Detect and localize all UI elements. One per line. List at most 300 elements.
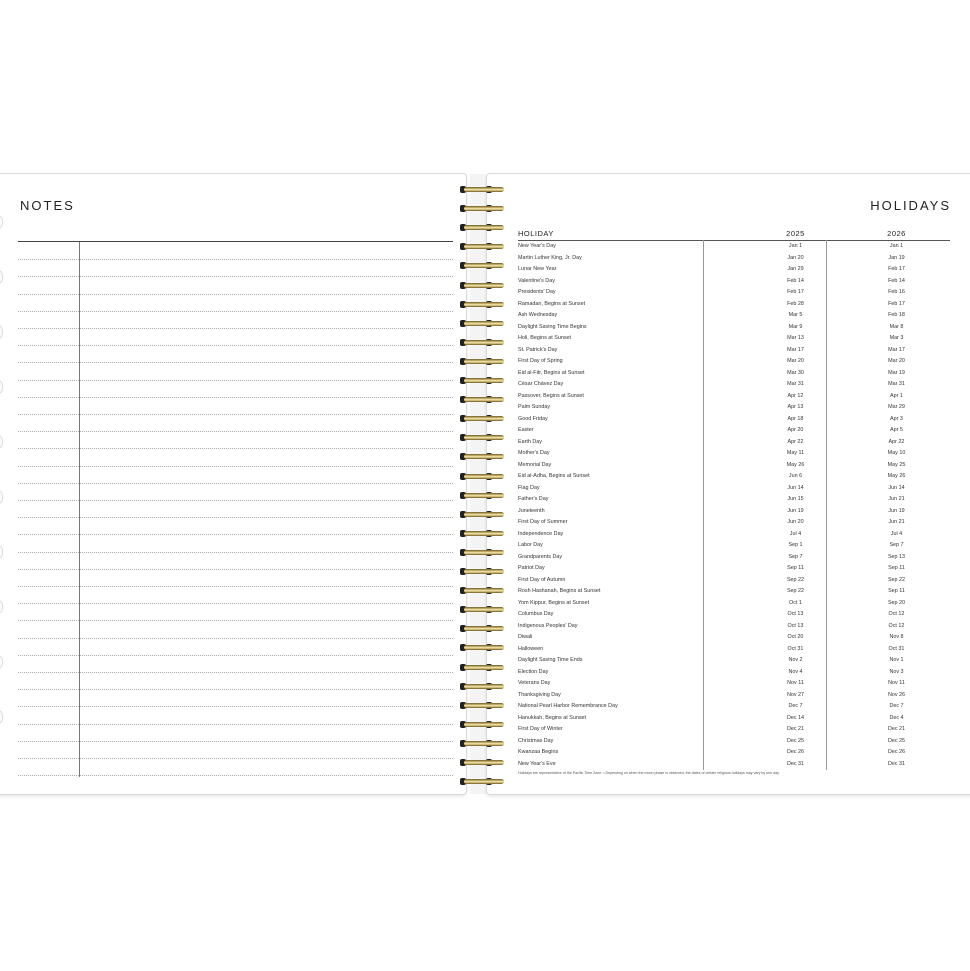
tab-notch — [0, 544, 3, 560]
tab-notch — [0, 599, 3, 615]
holiday-row — [518, 690, 950, 702]
gold-wire — [464, 684, 504, 689]
notes-grid — [18, 241, 453, 777]
spiral-ring — [462, 338, 508, 347]
holiday-name: Holi, Begins at Sunset — [518, 335, 572, 341]
holidays-table — [518, 228, 950, 770]
holiday-row — [518, 598, 950, 610]
holiday-date-2025: Nov 4 — [788, 668, 803, 675]
spiral-ring — [462, 510, 508, 519]
gold-wire — [464, 454, 504, 459]
holiday-name: Palm Sunday — [518, 404, 551, 410]
spiral-ring — [462, 720, 508, 729]
notes-line[interactable] — [18, 689, 453, 690]
holiday-date-2026: Mar 17 — [888, 346, 905, 353]
holiday-row — [518, 437, 950, 449]
holiday-date-2026: Feb 18 — [888, 312, 905, 318]
holiday-name: Columbus Day — [518, 611, 554, 617]
holiday-row — [518, 506, 950, 518]
holiday-date-2026: May 26 — [887, 473, 906, 479]
spiral-ring — [462, 261, 508, 270]
holiday-name: Thanksgiving Day — [518, 691, 561, 698]
header-year-2026: 2026 — [887, 229, 906, 238]
holiday-date-2026: Sep 7 — [889, 542, 904, 548]
holiday-date-2025: Jul 4 — [789, 530, 802, 537]
gold-wire — [464, 474, 504, 479]
tab-notch — [0, 269, 3, 285]
holiday-name: Yom Kippur, Begins at Sunset — [518, 599, 590, 606]
gold-wire — [464, 512, 504, 517]
notes-line[interactable] — [18, 620, 453, 621]
holiday-date-2026: Sep 20 — [887, 599, 906, 606]
holiday-date-2025: Mar 9 — [788, 323, 803, 330]
holiday-date-2026: May 10 — [887, 450, 906, 456]
holiday-date-2026: Jun 21 — [888, 496, 905, 502]
spiral-ring — [462, 643, 508, 652]
holiday-date-2025: Apr 12 — [787, 392, 804, 399]
holiday-date-2025: Feb 14 — [787, 277, 804, 284]
gold-wire — [464, 435, 504, 440]
holiday-name: Diwali — [518, 634, 533, 640]
gold-wire — [464, 779, 504, 784]
holidays-title: HOLIDAYS — [870, 198, 951, 213]
header-holiday: HOLIDAY — [518, 229, 554, 238]
holiday-row — [518, 333, 950, 345]
holidays-page — [487, 174, 970, 794]
gold-wire — [464, 722, 504, 727]
holiday-name: Mother's Day — [518, 450, 550, 456]
holiday-row — [518, 667, 950, 679]
notes-margin-line — [79, 242, 80, 777]
spiral-ring — [462, 491, 508, 500]
notes-line[interactable] — [18, 294, 453, 295]
holiday-date-2025: Sep 11 — [787, 565, 804, 571]
spiral-ring — [462, 777, 508, 786]
holiday-name: Rosh Hashanah, Begins at Sunset — [518, 588, 601, 594]
holiday-date-2026: Nov 8 — [889, 634, 904, 640]
gold-wire — [464, 244, 504, 249]
gold-wire — [464, 607, 504, 612]
holiday-date-2026: Sep 22 — [887, 576, 906, 583]
gold-wire — [464, 321, 504, 326]
notes-line[interactable] — [18, 276, 453, 277]
spiral-ring — [462, 624, 508, 633]
notes-line[interactable] — [18, 741, 453, 742]
holiday-row — [518, 356, 950, 368]
holiday-row — [518, 759, 950, 771]
spiral-ring — [462, 452, 508, 461]
holiday-name: Memorial Day — [518, 461, 552, 468]
holiday-date-2026: Sep 11 — [888, 588, 905, 594]
holiday-name: Earth Day — [518, 438, 542, 445]
holidays-rows — [518, 241, 950, 770]
holiday-name: Eid al-Fitr, Begins at Sunset — [518, 369, 585, 376]
holiday-name: Christmas Day — [518, 737, 554, 744]
holiday-row — [518, 621, 950, 633]
holiday-date-2026: Jul 4 — [890, 530, 903, 537]
holiday-date-2026: Jun 14 — [888, 484, 905, 491]
holiday-row — [518, 299, 950, 311]
notes-page — [0, 174, 466, 794]
holidays-table-header — [518, 228, 950, 241]
holiday-date-2026: Mar 29 — [888, 404, 905, 410]
holiday-date-2025: Mar 30 — [787, 369, 804, 376]
holiday-row — [518, 414, 950, 426]
holiday-row — [518, 609, 950, 621]
holiday-row — [518, 540, 950, 552]
spiral-ring — [462, 758, 508, 767]
holiday-name: Lunar New Year — [518, 266, 557, 272]
holiday-date-2026: Feb 16 — [888, 289, 905, 295]
holiday-name: Independence Day — [518, 530, 564, 537]
holiday-date-2026: Nov 1 — [889, 657, 904, 663]
holiday-row — [518, 345, 950, 357]
spiral-ring — [462, 242, 508, 251]
holiday-date-2026: Mar 3 — [889, 335, 904, 341]
gold-wire — [464, 626, 504, 631]
holiday-date-2026: May 25 — [887, 461, 906, 468]
gold-wire — [464, 283, 504, 288]
holiday-date-2026: Dec 31 — [887, 760, 906, 767]
holiday-name: Ash Wednesday — [518, 312, 558, 318]
holiday-row — [518, 276, 950, 288]
holiday-date-2026: Dec 26 — [887, 749, 906, 755]
holiday-date-2025: Dec 7 — [788, 703, 803, 709]
gold-wire — [464, 378, 504, 383]
holiday-row — [518, 368, 950, 380]
holiday-name: Daylight Saving Time Begins — [518, 323, 587, 330]
holiday-date-2025: Oct 13 — [787, 611, 804, 617]
holiday-date-2025: Nov 2 — [788, 657, 803, 663]
holiday-row — [518, 655, 950, 667]
holiday-date-2025: Mar 31 — [787, 381, 804, 387]
holiday-date-2026: Feb 17 — [888, 266, 905, 272]
spiral-ring — [462, 548, 508, 557]
holiday-row — [518, 724, 950, 736]
spiral-ring — [462, 300, 508, 309]
notes-line[interactable] — [18, 517, 453, 518]
spiral-ring — [462, 395, 508, 404]
notes-line[interactable] — [18, 448, 453, 449]
holiday-name: Presidents' Day — [518, 289, 556, 295]
holiday-date-2025: Jun 6 — [788, 473, 803, 479]
tab-notch — [0, 214, 3, 230]
tab-notch — [0, 324, 3, 340]
notes-line[interactable] — [18, 500, 453, 501]
notes-line[interactable] — [18, 362, 453, 363]
holiday-name: Daylight Saving Time Ends — [518, 657, 583, 663]
notes-line[interactable] — [18, 345, 453, 346]
holiday-date-2025: Sep 1 — [788, 542, 803, 548]
holiday-row — [518, 552, 950, 564]
gold-wire — [464, 302, 504, 307]
holiday-date-2025: Apr 22 — [787, 438, 804, 445]
holiday-name: Easter — [518, 427, 534, 433]
gold-wire — [464, 569, 504, 574]
gold-wire — [464, 741, 504, 746]
notes-line[interactable] — [18, 638, 453, 639]
notes-line[interactable] — [18, 724, 453, 725]
holiday-date-2025: Nov 27 — [786, 691, 805, 698]
holiday-row — [518, 460, 950, 472]
spiral-ring — [462, 281, 508, 290]
holiday-date-2026: Apr 5 — [890, 427, 903, 433]
holiday-date-2025: Jan 29 — [787, 266, 804, 272]
notes-line[interactable] — [18, 706, 453, 707]
holiday-row — [518, 287, 950, 299]
holiday-name: Halloween — [518, 645, 544, 652]
holiday-row — [518, 402, 950, 414]
holiday-date-2026: Jan 1 — [889, 243, 904, 249]
holiday-date-2025: Oct 13 — [787, 622, 804, 629]
holiday-name: Good Friday — [518, 415, 548, 422]
holiday-row — [518, 632, 950, 644]
gold-wire — [464, 416, 504, 421]
spiral-ring — [462, 414, 508, 423]
spiral-ring — [462, 433, 508, 442]
holiday-date-2025: Jan 1 — [788, 243, 803, 249]
holiday-name: Hanukkah, Begins at Sunset — [518, 714, 587, 721]
holiday-row — [518, 529, 950, 541]
spiral-ring — [462, 185, 508, 194]
notes-line[interactable] — [18, 328, 453, 329]
holiday-row — [518, 379, 950, 391]
notes-line[interactable] — [18, 380, 453, 381]
holiday-date-2026: Oct 12 — [888, 611, 905, 617]
spiral-ring — [462, 567, 508, 576]
holiday-row — [518, 253, 950, 265]
notes-line[interactable] — [18, 552, 453, 553]
holiday-date-2025: Jan 20 — [787, 254, 804, 261]
notes-line[interactable] — [18, 655, 453, 656]
holiday-date-2025: Dec 14 — [786, 714, 805, 721]
holiday-date-2025: Feb 28 — [787, 300, 804, 307]
spiral-ring — [462, 663, 508, 672]
holiday-date-2025: May 26 — [786, 461, 805, 468]
holiday-date-2025: Sep 7 — [788, 553, 803, 560]
holiday-date-2026: Mar 20 — [888, 358, 905, 364]
holiday-date-2026: Nov 3 — [889, 668, 904, 675]
holiday-date-2025: Dec 31 — [786, 760, 805, 767]
holiday-date-2026: Mar 8 — [889, 323, 904, 330]
holiday-date-2026: Sep 13 — [887, 553, 906, 560]
notes-line[interactable] — [18, 466, 453, 467]
holiday-date-2026: Dec 25 — [887, 737, 906, 744]
notes-line[interactable] — [18, 586, 453, 587]
holiday-date-2025: Feb 17 — [787, 289, 804, 295]
gold-wire — [464, 665, 504, 670]
holiday-row — [518, 264, 950, 276]
holiday-date-2026: Dec 7 — [889, 703, 904, 709]
holiday-date-2026: Feb 17 — [888, 300, 905, 307]
notes-line[interactable] — [18, 311, 453, 312]
holiday-row — [518, 391, 950, 403]
notes-line[interactable] — [18, 431, 453, 432]
holiday-row — [518, 747, 950, 759]
holiday-name: New Year's Eve — [518, 760, 556, 767]
holiday-row — [518, 425, 950, 437]
holiday-date-2026: Oct 31 — [888, 645, 905, 652]
holiday-row — [518, 575, 950, 587]
gold-wire — [464, 397, 504, 402]
holiday-date-2025: Oct 1 — [789, 599, 802, 606]
notes-line[interactable] — [18, 259, 453, 260]
holiday-name: First Day of Winter — [518, 726, 563, 732]
tab-notch — [0, 654, 3, 670]
holiday-row — [518, 448, 950, 460]
holiday-name: Labor Day — [518, 542, 543, 548]
holiday-date-2025: Apr 18 — [787, 415, 804, 422]
holiday-date-2026: Dec 21 — [887, 726, 906, 732]
holiday-date-2025: Jun 14 — [787, 484, 804, 491]
spiral-ring — [462, 204, 508, 213]
spiral-ring — [462, 472, 508, 481]
holiday-row — [518, 586, 950, 598]
holiday-date-2026: Feb 14 — [888, 277, 905, 284]
notes-line[interactable] — [18, 569, 453, 570]
gold-wire — [464, 760, 504, 765]
gold-wire — [464, 359, 504, 364]
holiday-name: Indigenous Peoples' Day — [518, 622, 578, 629]
holiday-date-2025: Nov 11 — [787, 680, 804, 686]
holiday-date-2026: Oct 12 — [888, 622, 905, 629]
notes-line[interactable] — [18, 414, 453, 415]
holiday-row — [518, 310, 950, 322]
holiday-name: First Day of Summer — [518, 519, 568, 525]
holiday-row — [518, 713, 950, 725]
holiday-date-2025: Sep 22 — [786, 588, 805, 594]
holiday-date-2025: Jun 19 — [787, 507, 804, 514]
holiday-date-2025: Apr 20 — [787, 427, 804, 433]
holiday-name: Grandparents Day — [518, 553, 563, 560]
spiral-ring — [462, 357, 508, 366]
notes-line[interactable] — [18, 397, 453, 398]
spiral-binding — [462, 185, 508, 785]
holiday-date-2025: May 11 — [786, 450, 805, 456]
holiday-date-2026: Mar 19 — [888, 369, 905, 376]
gold-wire — [464, 187, 504, 192]
holiday-row — [518, 471, 950, 483]
gold-wire — [464, 263, 504, 268]
holiday-date-2026: Jun 21 — [888, 519, 905, 525]
notes-line[interactable] — [18, 534, 453, 535]
holiday-name: First Day of Spring — [518, 358, 563, 364]
holiday-name: First Day of Autumn — [518, 576, 566, 583]
holiday-date-2026: Mar 31 — [888, 381, 905, 387]
holiday-date-2025: Sep 22 — [786, 576, 805, 583]
holiday-date-2025: Mar 5 — [788, 312, 803, 318]
holiday-row — [518, 494, 950, 506]
holiday-date-2025: Mar 13 — [787, 335, 804, 341]
gold-wire — [464, 493, 504, 498]
holiday-name: New Year's Day — [518, 243, 556, 249]
holiday-name: Election Day — [518, 668, 549, 675]
holiday-name: Eid al-Adha, Begins at Sunset — [518, 473, 590, 479]
spiral-ring — [462, 605, 508, 614]
holiday-name: Flag Day — [518, 484, 540, 491]
holiday-date-2025: Dec 21 — [786, 726, 805, 732]
notes-line[interactable] — [18, 775, 453, 776]
holiday-date-2026: Dec 4 — [889, 714, 904, 721]
holiday-date-2026: Jan 19 — [888, 254, 905, 261]
holiday-date-2025: Jun 15 — [787, 496, 804, 502]
holiday-row — [518, 678, 950, 690]
holiday-name: Juneteenth — [518, 507, 545, 514]
holiday-name: Ramadan, Begins at Sunset — [518, 300, 586, 307]
holiday-name: Martin Luther King, Jr. Day — [518, 254, 582, 261]
spiral-ring — [462, 376, 508, 385]
tab-notch — [0, 709, 3, 725]
holiday-date-2026: Sep 11 — [888, 565, 905, 571]
notes-line[interactable] — [18, 672, 453, 673]
holiday-date-2025: Mar 17 — [787, 346, 804, 353]
holiday-name: Valentine's Day — [518, 277, 555, 284]
holiday-name: Kwanzaa Begins — [518, 749, 559, 755]
header-year-2025: 2025 — [786, 229, 805, 238]
notes-line[interactable] — [18, 758, 453, 759]
holiday-name: Veterans Day — [518, 680, 551, 686]
gold-wire — [464, 550, 504, 555]
holiday-row — [518, 483, 950, 495]
holiday-name: Father's Day — [518, 496, 549, 502]
gold-wire — [464, 703, 504, 708]
gold-wire — [464, 531, 504, 536]
holiday-date-2025: Oct 20 — [787, 634, 804, 640]
holiday-date-2026: Apr 22 — [888, 438, 905, 445]
holiday-row — [518, 241, 950, 253]
spiral-ring — [462, 586, 508, 595]
gold-wire — [464, 588, 504, 593]
notes-line[interactable] — [18, 603, 453, 604]
holiday-date-2025: Apr 13 — [787, 404, 804, 410]
holiday-date-2026: Apr 1 — [890, 392, 903, 399]
holidays-footnote: Holidays are representative of the Pacific Time Zone. • Depending on when the moon phase is observed, the dates of certain religious holidays may vary by one day. — [518, 771, 780, 775]
gold-wire — [464, 206, 504, 211]
spiral-ring — [462, 223, 508, 232]
holiday-row — [518, 322, 950, 334]
holiday-date-2026: Apr 3 — [890, 415, 903, 422]
spiral-ring — [462, 682, 508, 691]
holiday-date-2026: Jun 19 — [888, 507, 905, 514]
holiday-row — [518, 736, 950, 748]
holiday-date-2025: Oct 31 — [787, 645, 804, 652]
tab-notch — [0, 434, 3, 450]
holiday-date-2026: Nov 11 — [888, 680, 905, 686]
holiday-date-2025: Dec 25 — [786, 737, 805, 744]
holiday-date-2026: Nov 26 — [887, 691, 906, 698]
gold-wire — [464, 645, 504, 650]
holiday-date-2025: Jun 20 — [787, 519, 804, 525]
holiday-name: Patriot Day — [518, 565, 545, 571]
holiday-row — [518, 563, 950, 575]
tab-notch — [0, 379, 3, 395]
holiday-name: St. Patrick's Day — [518, 346, 558, 353]
holiday-row — [518, 517, 950, 529]
holiday-date-2025: Dec 26 — [786, 749, 805, 755]
notes-line[interactable] — [18, 483, 453, 484]
spiral-ring — [462, 701, 508, 710]
holiday-row — [518, 644, 950, 656]
holiday-row — [518, 701, 950, 713]
holiday-name: César Chávez Day — [518, 381, 564, 387]
holiday-name: Passover, Begins at Sunset — [518, 392, 584, 399]
gold-wire — [464, 225, 504, 230]
holiday-name: National Pearl Harbor Remembrance Day — [518, 703, 618, 709]
notes-title: NOTES — [20, 198, 75, 213]
spiral-ring — [462, 739, 508, 748]
spiral-ring — [462, 319, 508, 328]
holiday-date-2025: Mar 20 — [787, 358, 804, 364]
